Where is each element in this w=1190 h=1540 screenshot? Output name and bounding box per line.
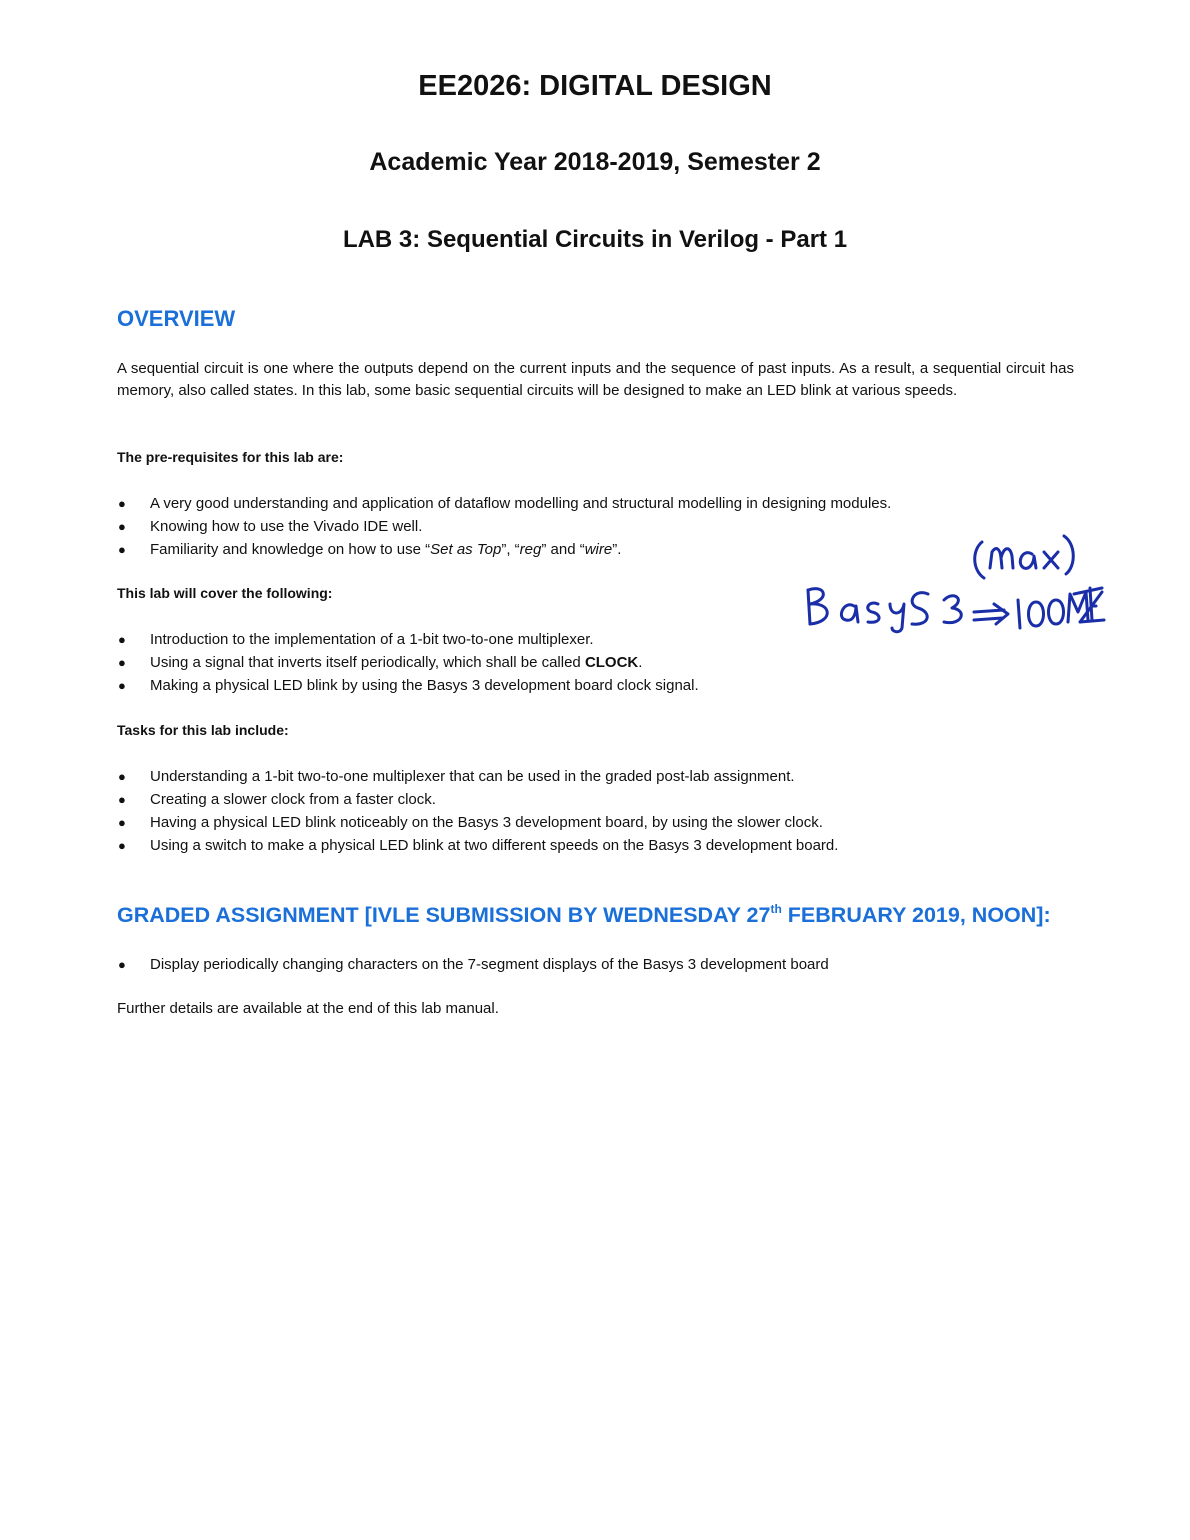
list-item: ● A very good understanding and application of dataflow modelling and structural modelling in designing modules.: [117, 492, 1077, 515]
tasks-heading: Tasks for this lab include:: [117, 722, 289, 738]
list-item: ● Using a switch to make a physical LED blink at two different speeds on the Basys 3 development board.: [117, 834, 1077, 857]
term-wire: wire: [584, 541, 613, 558]
list-item: ● Introduction to the implementation of a 1-bit two-to-one multiplexer.: [117, 628, 1077, 651]
cover-list: [117, 628, 1077, 697]
overview-paragraph: A sequential circuit is one where the outputs depend on the current inputs and the sequence of past inputs. As a result, a sequential circuit has memory, also called states. In this lab, some basic sequential circuits will be designed to make an LED blink at various speeds.: [117, 360, 1074, 399]
graded-assignment-heading: GRADED ASSIGNMENT [IVLE SUBMISSION BY WEDNESDAY 27th FEBRUARY 2019, NOON]:: [117, 902, 1051, 927]
academic-year: Academic Year 2018-2019, Semester 2: [369, 148, 821, 176]
bullet-icon: ●: [118, 496, 126, 511]
list-item: ● Using a signal that inverts itself periodically, which shall be called CLOCK.: [117, 651, 1077, 674]
list-item: ● Display periodically changing characters on the 7-segment displays of the Basys 3 development board: [117, 953, 1077, 976]
handwritten-note-icon: [796, 528, 1106, 638]
bullet-icon: ●: [118, 957, 126, 972]
term-set-as-top: Set as Top: [430, 541, 502, 558]
handwritten-annotation: [796, 528, 1106, 638]
lab-title: LAB 3: Sequential Circuits in Verilog - Part 1: [342, 226, 848, 253]
tasks-list: [117, 765, 1077, 857]
overview-heading: OVERVIEW: [117, 306, 236, 331]
bullet-icon: ●: [118, 519, 126, 534]
bullet-icon: ●: [118, 678, 126, 693]
list-item: ● Having a physical LED blink noticeably on the Basys 3 development board, by using the slower clock.: [117, 811, 1077, 834]
bullet-icon: ●: [118, 655, 126, 670]
list-item: ● Familiarity and knowledge on how to use “Set as Top”, “reg” and “wire”.: [117, 538, 1077, 561]
list-item: ● Understanding a 1-bit two-to-one multiplexer that can be used in the graded post-lab assignment.: [117, 765, 1077, 788]
bullet-icon: ●: [118, 769, 126, 784]
clock-term: CLOCK: [584, 654, 639, 671]
bullet-icon: ●: [118, 838, 126, 853]
prereq-heading: The pre-requisites for this lab are:: [117, 449, 344, 465]
further-details: Further details are available at the end of this lab manual.: [117, 1000, 499, 1017]
course-title: EE2026: DIGITAL DESIGN: [418, 70, 772, 102]
graded-list: [117, 953, 1077, 976]
bullet-icon: ●: [118, 542, 126, 557]
list-item: ● Knowing how to use the Vivado IDE well.: [117, 515, 1077, 538]
bullet-icon: ●: [118, 815, 126, 830]
list-item: ● Creating a slower clock from a faster clock.: [117, 788, 1077, 811]
cover-heading: This lab will cover the following:: [117, 585, 333, 601]
list-item: ● Making a physical LED blink by using the Basys 3 development board clock signal.: [117, 674, 1077, 697]
bullet-icon: ●: [118, 792, 126, 807]
bullet-icon: ●: [118, 632, 126, 647]
term-reg: reg: [519, 541, 542, 558]
